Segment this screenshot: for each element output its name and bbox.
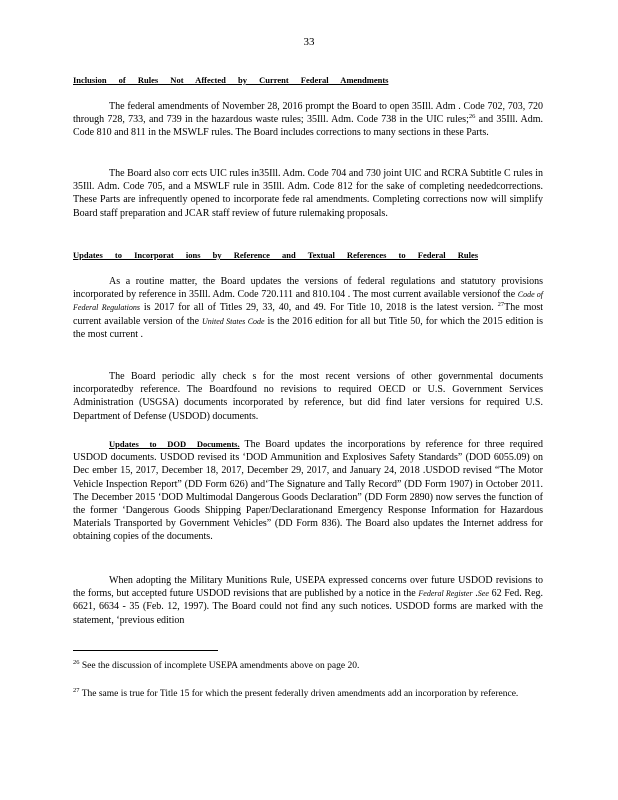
paragraph-text: 62 Fed. Reg. 6621, 6634 - 35 (Feb. 12, 1997). The Board could not find any such notices. USDOD forms are marked with the statement, ‘previous edition	[73, 588, 544, 626]
section-heading-updates-to-incorporations: Updates to Incorporat ions by Reference and Textual References to Federal Rules	[73, 250, 479, 260]
paragraph-text: When adopting the Military Munitions Rule, USEPA expressed concerns over future USDOD revisions to the forms, but accepted future USDOD revisions that are published by a notice in the	[73, 575, 543, 600]
paragraph-federal-amendments	[73, 100, 543, 140]
paragraph-text: and 35Ill. Adm. Code 810 and 811 in the MSWLF rules. The Board includes corrections to many sections in these Parts.	[73, 114, 543, 139]
paragraph-text: The most current available version of the	[73, 302, 544, 327]
see-signal-italic: See	[477, 589, 489, 599]
footnote-26	[73, 660, 543, 673]
paragraph-text: .	[475, 588, 478, 600]
paragraph-text: The federal amendments of November 28, 2016 prompt the Board to open 35Ill. Adm . Code 702, 703, 720 through 728, 733, and 739 in the hazardous waste rules; 35Ill. Adm. Code 738 in the UIC rules;	[73, 101, 543, 126]
paragraph-text: The Board updates the incorporations by reference for three required USDOD documents. USDOD revised its ‘DOD Ammunition and Explosives Safety Standards” (DOD 6055.09) on Dec ember 15, 2017, December 18, 2017, December 29, 2017, and January 24, 2018 .USDOD revised “The Motor Vehicle Inspection Report” (DD Form 626) and‘The Signature and Tally Record” (DD Form 1907) in October 2011. The December 2015 ‘DOD Multimodal Dangerous Goods Declaration” (DD Form 2890) now serves the function of the former ‘Dangerous Goods Shipping Paper/Declarationand Emergency Response Information for Hazardous Materials Transported by Government Vehicles” (DD Form 836). The Board also updates the Internet address for obtaining copies of the documents.	[73, 439, 543, 543]
footnote-ref-26[interactable]: 26	[468, 113, 476, 121]
footnote-text: The same is true for Title 15 for which the present federally driven amendments add an incorporation by reference.	[81, 689, 519, 699]
paragraph-text: is the 2016 edition for all but Title 50, for which the 2015 edition is the most current .	[73, 315, 544, 340]
cfr-title-italic: Code of Federal Regulations	[73, 290, 544, 313]
paragraph-corrections: The Board also corr ects UIC rules in35Ill. Adm. Code 704 and 730 joint UIC and RCRA Subtitle C rules in 35Ill. Adm. Code 705, and a MSWLF rule in 35Ill. Adm. Code 812 for the sake of completing neededcorrections. These Parts are infrequently opened to incorporate fede ral amendments. Completing corrections now will simplify Board staff preparation and JCAR staff review of future rulemaking proposals.	[73, 168, 543, 219]
footnote-number: 26	[73, 659, 80, 666]
paragraph-text: is 2017 for all of Titles 29, 33, 40, and 49. For Title 10, 2018 is the latest version.	[143, 302, 494, 314]
paragraph-routine-updates	[73, 275, 543, 341]
footnote-number: 27	[73, 687, 80, 694]
footnote-ref-27[interactable]: 27	[497, 301, 505, 309]
paragraph-text: As a routine matter, the Board updates the versions of federal regulations and statutory provisions incorporated by reference in 35Ill. Adm. Code 720.111 and 810.104 . The most current available versionof the	[73, 276, 543, 301]
footnote-text: See the discussion of incomplete USEPA amendments above on page 20.	[81, 661, 360, 671]
paragraph-periodic-check: The Board periodic ally check s for the most recent versions of other governmental documents incorporatedby reference. The Boardfound no revisions to required OECD or U.S. Government Services Administration (USGSA) documents incorporated by reference, but did find later versions for required U.S. Department of Defense (USDOD) documents.	[73, 371, 543, 422]
federal-register-italic: Federal Register	[418, 589, 473, 599]
paragraph-military-munitions	[73, 574, 543, 627]
inline-heading-dod-documents: Updates to DOD Documents.	[109, 439, 240, 449]
footnote-27	[73, 688, 543, 701]
footnote-divider	[73, 650, 218, 651]
paragraph-dod-updates	[73, 438, 543, 544]
section-heading-inclusion-of-rules: Inclusion of Rules Not Affected by Current Federal Amendments	[73, 75, 389, 85]
page-number: 33	[303, 36, 315, 48]
usc-title-italic: United States Code	[201, 316, 265, 326]
